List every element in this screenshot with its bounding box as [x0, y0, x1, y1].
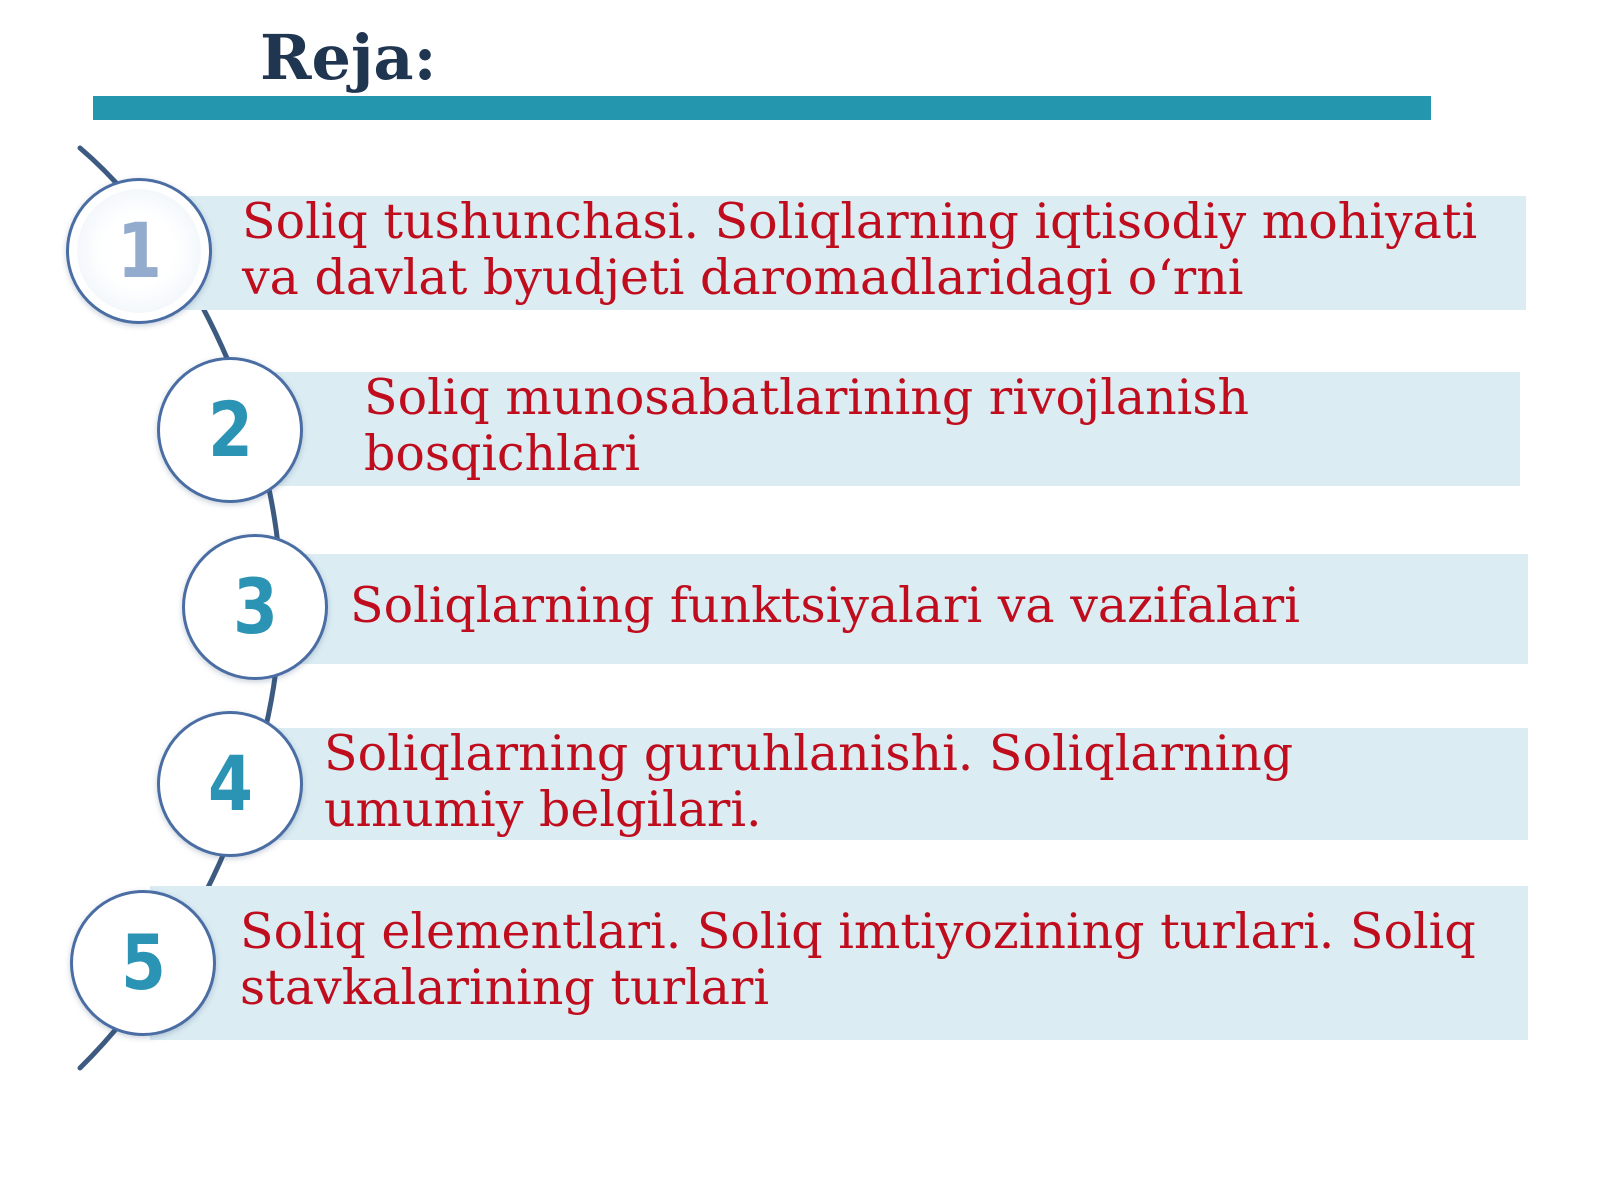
- badge-inner-5: [81, 901, 205, 1025]
- badge-number-2: 2: [207, 385, 253, 474]
- number-badge-2: [157, 357, 303, 503]
- list-item-text-2-line-1: Soliq munosabatlarining rivojlanish: [364, 369, 1250, 426]
- badge-number-5: 5: [120, 918, 166, 1007]
- number-badge-1: [66, 178, 212, 324]
- list-item-text-5-line-2: stavkalarining turlari: [240, 959, 769, 1016]
- badge-inner-1: [77, 189, 201, 313]
- list-item-text-3-line-1: Soliqlarning funktsiyalari va vazifalari: [350, 577, 1300, 634]
- badge-inner-3: [193, 545, 317, 669]
- badge-number-3: 3: [232, 562, 278, 651]
- list-item-text-2-line-2: bosqichlari: [364, 425, 641, 482]
- number-badge-3: [182, 534, 328, 680]
- list-item-text-1-line-2: va davlat byudjeti daromadlaridagi o‘rni: [242, 249, 1244, 306]
- badge-number-4: 4: [207, 739, 253, 828]
- badge-inner-2: [168, 368, 292, 492]
- list-item-text-4-line-2: umumiy belgilari.: [324, 781, 762, 838]
- page-title: Reja:: [260, 21, 437, 94]
- list-item-text-5-line-1: Soliq elementlari. Soliq imtiyozining turlari. Soliq: [240, 903, 1476, 960]
- number-badge-5: [70, 890, 216, 1036]
- number-badge-4: [157, 711, 303, 857]
- badge-number-1: 1: [116, 206, 162, 295]
- list-item-text-4-line-1: Soliqlarning guruhlanishi. Soliqlarning: [324, 725, 1294, 782]
- badge-inner-4: [168, 722, 292, 846]
- list-item-text-1-line-1: Soliq tushunchasi. Soliqlarning iqtisodiy mohiyati: [242, 193, 1478, 250]
